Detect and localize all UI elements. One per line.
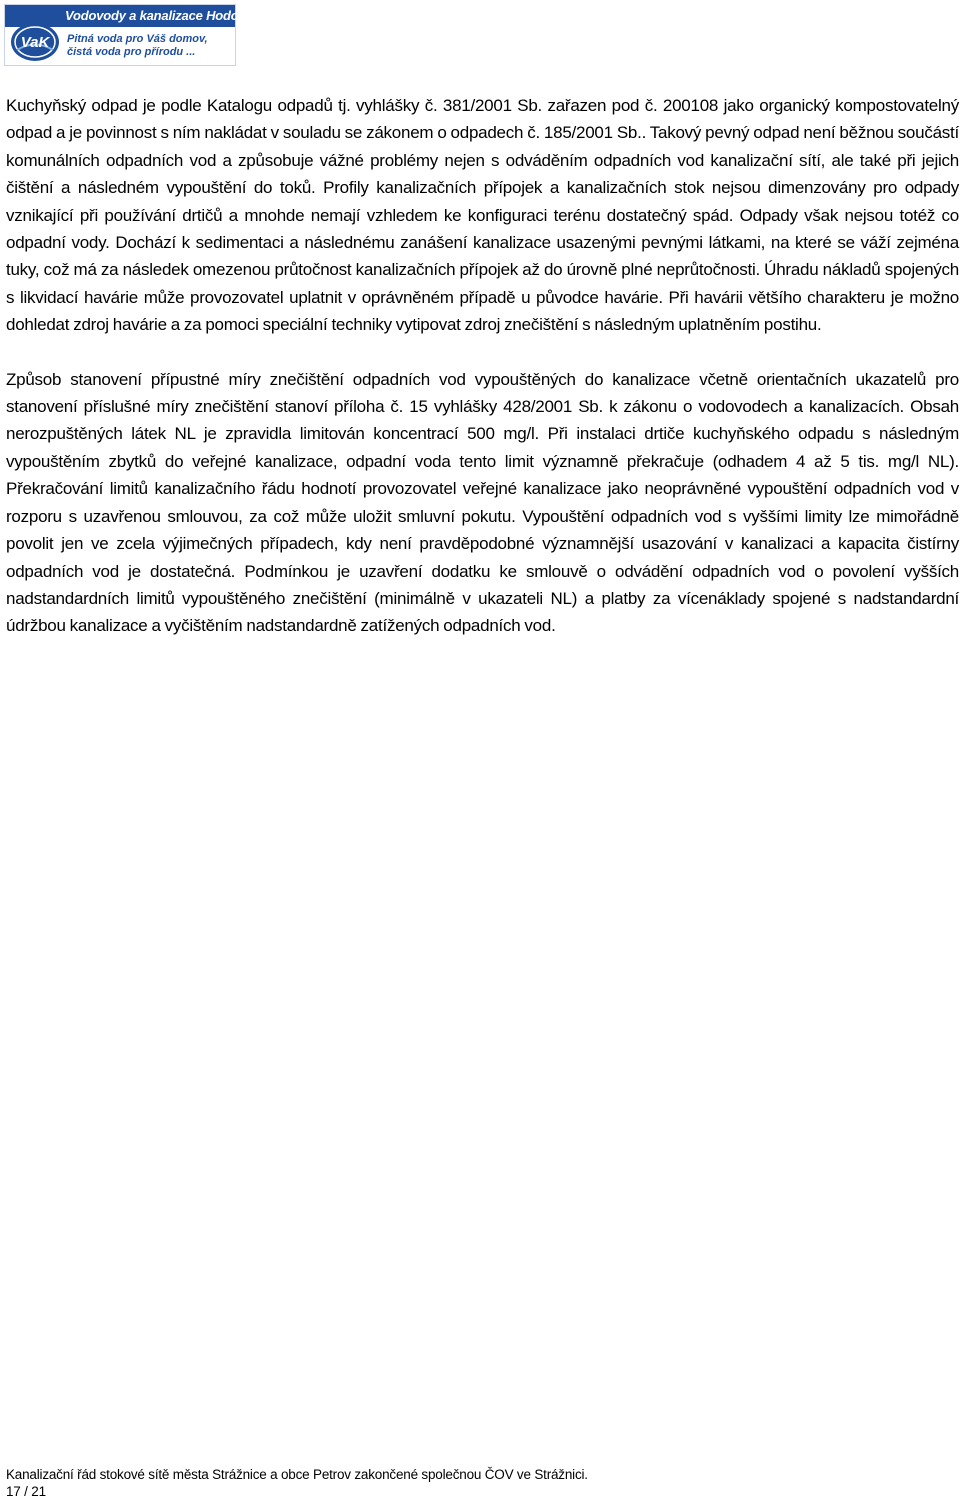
logo-letters: VaK [20,34,50,51]
page-footer [6,1466,588,1500]
slogan-line-1: Pitná voda pro Váš domov, [67,33,208,45]
paragraph-pollution-limits: Způsob stanovení přípustné míry znečištění odpadních vod vypouštěných do kanalizace včetně orientačních ukazatelů pro stanovení příslušné míry znečištění stanoví příloha č. 15 vyhlášky 428/2001 Sb. k zákonu o vodovodech a kanalizacích. Obsah nerozpuštěných látek NL je zpravidla limitován koncentrací 500 mg/l. Při instalaci drtiče kuchyňského odpadu s následným vypouštěním zbytků do veřejné kanalizace, odpadní voda tento limit významně překračuje (odhadem 4 až 5 tis. mg/l NL). Překračování limitů kanalizačního řádu hodnotí provozovatel veřejné kanalizace jako neoprávněné vypouštění odpadních vod v rozporu s uzavřenou smlouvou, za což může uložit smluvní pokutu. Vypouštění odpadních vod s vyššími limity lze mimořádně povolit jen ve zcela výjimečných případech, kdy není pravděpodobné významnější usazování v kanalizaci a kapacita čistírny odpadních vod je dostatečná. Podmínkou je uzavření dodatku ke smlouvě o odvádění odpadních vod o povolení vyšších nadstandardních limitů vypouštěného znečištění (minimálně v ukazateli NL) a platby za vícenáklady spojené s nadstandardní údržbou kanalizace a vyčištěním nadstandardně zatížených odpadních vod. [6,369,959,636]
logo-slogan [67,33,208,59]
footer-document-title: Kanalizační řád stokové sítě města Strážnice a obce Petrov zakončené společnou ČOV ve Strážnici. [6,1467,588,1482]
company-name: Vodovody a kanalizace Hodonín, a.s. [65,8,286,23]
vak-emblem-icon [9,17,61,63]
slogan-line-2: čistá voda pro přírodu ... [67,46,196,58]
document-body [6,92,959,640]
company-logo [4,4,286,66]
paragraph-kitchen-waste: Kuchyňský odpad je podle Katalogu odpadů tj. vyhlášky č. 381/2001 Sb. zařazen pod č. 200108 jako organický kompostovatelný odpad a je povinnost s ním nakládat v souladu se zákonem o odpadech č. 185/2001 Sb.. Takový pevný odpad není běžnou součástí komunálních odpadních vod a způsobuje vážné problémy nejen s odváděním odpadních vod kanalizační sítí, ale také při jejich čištění a následném vypouštění do toků. Profily kanalizačních přípojek a kanalizačních stok nejsou dimenzovány pro odpady vznikající při používání drtičů a mnohde nemají vzhledem ke konfiguraci terénu dostatečný spád. Odpady však nejsou totéž co odpadní vody. Dochází k sedimentaci a následnému zanášení kanalizace usazenými pevnými látkami, na které se váží zejména tuky, což má za následek omezenou průtočnost kanalizačních přípojek až do úrovně plné neprůtočnosti. Úhradu nákladů spojených s likvidací havárie může provozovatel uplatnit v oprávněném případě u původce havárie. Při havárii většího charakteru je možno dohledat zdroj havárie a za pomoci speciální techniky vytipovat zdroj znečištění s následným uplatněním postihu. [6,96,959,335]
page-number: 17 / 21 [6,1484,46,1499]
